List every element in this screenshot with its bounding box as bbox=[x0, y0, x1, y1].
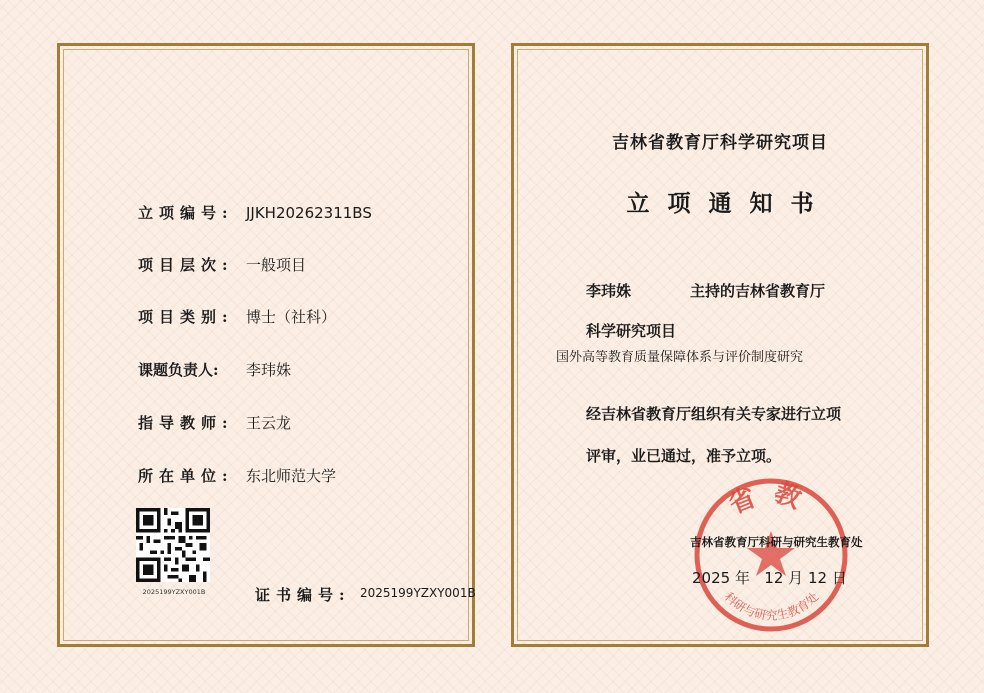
field-institution bbox=[138, 465, 336, 486]
issue-date bbox=[692, 567, 847, 588]
field-project-number bbox=[138, 202, 372, 223]
date-year: 2025 bbox=[692, 569, 731, 587]
seal-top-text: 省教 bbox=[724, 477, 819, 521]
recipient-name: 李玮姝 bbox=[586, 282, 632, 300]
body-text-line1: 经吉林省教育厅组织有关专家进行立项 bbox=[586, 405, 842, 423]
notice-heading: 立项通知书 bbox=[626, 190, 832, 217]
body-text-line2: 评审，业已通过，准予立项。 bbox=[586, 447, 782, 465]
certificate-number-value: 2025199YZXY001B bbox=[360, 586, 476, 600]
svg-text:省教 bbox=[725, 477, 818, 520]
issuing-department: 吉林省教育厅科研与研究生教育处 bbox=[690, 535, 863, 549]
date-month-unit: 月 bbox=[788, 569, 804, 587]
qr-code bbox=[136, 508, 210, 582]
field-supervisor bbox=[138, 412, 291, 433]
field-value: 王云龙 bbox=[246, 414, 292, 432]
field-value: JJKH20262311BS bbox=[246, 204, 372, 222]
field-label: 指导教师: bbox=[138, 414, 234, 432]
field-project-category bbox=[138, 306, 336, 327]
field-project-leader bbox=[138, 359, 291, 380]
project-name: 国外高等教育质量保障体系与评价制度研究 bbox=[556, 350, 804, 365]
date-day-unit: 日 bbox=[831, 569, 847, 587]
official-seal-icon bbox=[689, 473, 854, 638]
project-type: 科学研究项目 bbox=[586, 322, 677, 340]
seal-bottom-text: 科研与研究生教育处 bbox=[721, 589, 822, 623]
field-label: 项目类别: bbox=[138, 308, 234, 326]
field-value: 博士（社科） bbox=[246, 308, 337, 326]
certificate-right-panel bbox=[511, 43, 929, 647]
document-title: 吉林省教育厅科学研究项目 bbox=[612, 133, 828, 153]
field-label: 立项编号: bbox=[138, 204, 234, 222]
hosts-text: 主持的吉林省教育厅 bbox=[690, 282, 826, 300]
date-year-unit: 年 bbox=[734, 569, 750, 587]
date-day: 12 bbox=[807, 569, 828, 587]
certificate-left-panel bbox=[57, 43, 475, 647]
field-value: 一般项目 bbox=[246, 256, 307, 274]
qr-caption: 2025199YZXY001B bbox=[142, 588, 206, 596]
date-month: 12 bbox=[764, 569, 784, 587]
field-label: 所在单位: bbox=[138, 467, 234, 485]
field-value: 东北师范大学 bbox=[246, 467, 337, 485]
field-label: 课题负责人: bbox=[138, 361, 219, 379]
field-label: 项目层次: bbox=[138, 256, 234, 274]
field-project-level bbox=[138, 254, 306, 275]
field-value: 李玮姝 bbox=[246, 361, 292, 379]
certificate-number-label: 证书编号: bbox=[255, 586, 351, 604]
